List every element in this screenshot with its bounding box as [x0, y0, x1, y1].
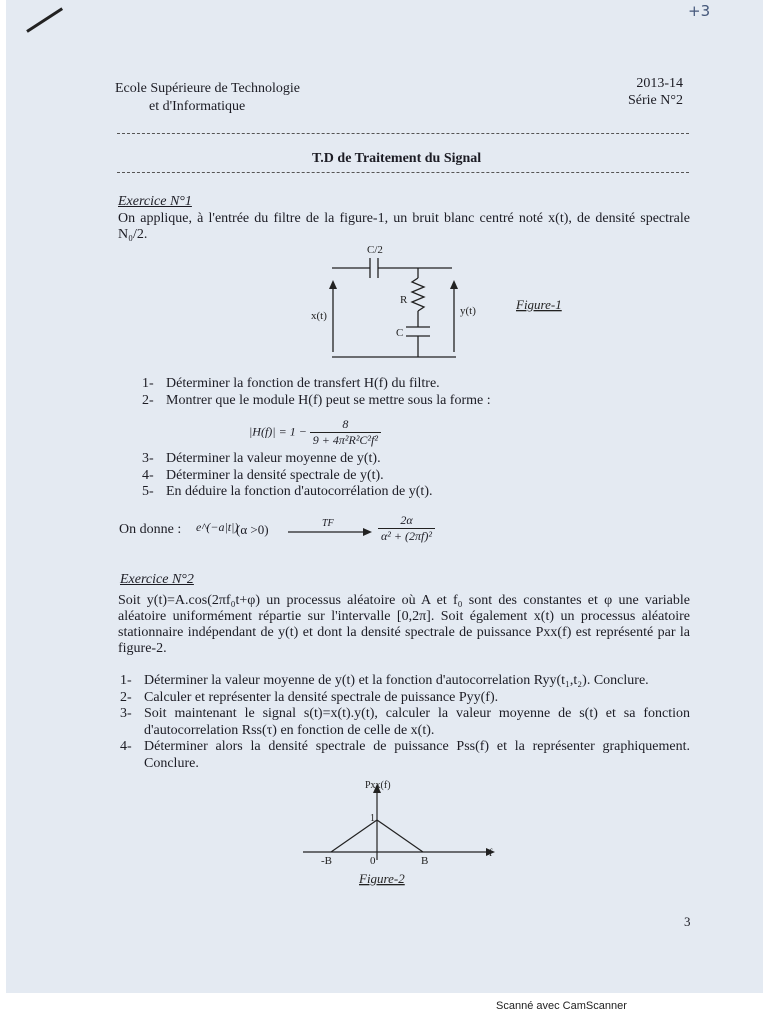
input-label: x(t) — [311, 310, 327, 322]
divider-top — [117, 133, 689, 134]
formula-numerator: 8 — [310, 417, 381, 433]
formula-lhs: |H(f)| = 1 − — [249, 424, 307, 439]
serie-number: Série N°2 — [628, 93, 683, 108]
divider-bottom — [117, 172, 689, 173]
figure-2-ylabel: Pxx(f) — [365, 780, 391, 791]
minus-b-label: -B — [321, 855, 332, 867]
question-2-4: 4- Déterminer alors la densité spectrale de puissance Pss(f) et la représenter graphiquement. Conclure. — [120, 739, 690, 771]
question-2-3: 3- Soit maintenant le signal s(t)=x(t).y(t), calculer la valeur moyenne de s(t) et sa fonction d'autocorrelation Rss(τ) en fonction de celle de x(t). — [120, 706, 690, 738]
question-1-1: 1- Déterminer la fonction de transfert H(f) du filtre. — [142, 376, 440, 391]
given-fraction — [378, 513, 435, 544]
academic-year: 2013-14 — [636, 76, 683, 91]
question-1-2: 2- Montrer que le module H(f) peut se mettre sous la forme : — [142, 392, 491, 408]
exercise-2-intro: Soit y(t)=A.cos(2πf₀t+φ) un processus aléatoire où A et f₀ sont des constantes et φ une variable aléatoire uniformément répartie sur l'intervalle [0,2π]. Soit également x(t) un processus aléatoire stationnaire indépendant de y(t) et dont la densité spectrale de puissance Pxx(f) est représenté par la figure-2. — [118, 593, 690, 656]
page-number: 3 — [684, 914, 691, 929]
formula-fraction — [310, 417, 381, 448]
output-label: y(t) — [460, 305, 476, 317]
year-block — [628, 75, 683, 109]
school-name — [115, 80, 300, 116]
given-expression: e^(−a|t|) — [196, 520, 239, 534]
output-arrow-head — [450, 280, 458, 289]
question-2-1: 1- Déterminer la valeur moyenne de y(t) et la fonction d'autocorrelation Ryy(t₁,t₂). Conclure. — [120, 673, 649, 688]
question-2-2: 2- Calculer et représenter la densité spectrale de puissance Pyy(f). — [120, 689, 499, 705]
given-denominator: α² + (2πf)² — [381, 529, 432, 543]
c-top-label: C/2 — [367, 244, 383, 256]
peak-label: 1 — [370, 813, 375, 824]
origin-label: 0 — [370, 855, 376, 867]
transfer-formula — [249, 417, 381, 448]
b-label: B — [421, 855, 429, 867]
exercise-2-questions — [120, 673, 690, 772]
exercise-1-heading: Exercice N°1 — [118, 194, 192, 209]
given-numerator: 2α — [378, 513, 435, 529]
page-title: T.D de Traitement du Signal — [312, 151, 482, 166]
figure-2-caption: Figure-2 — [359, 871, 405, 886]
tf-label: TF — [322, 518, 334, 529]
given-label: On donne : — [119, 522, 182, 537]
question-1-4: 4- Déterminer la densité spectrale de y(t). — [142, 467, 384, 483]
spectrum-figure-2 — [295, 772, 505, 890]
scanner-footer: Scanné avec CamScanner — [496, 1000, 627, 1012]
exercise-1-questions-a — [142, 376, 702, 409]
school-line-2: et d'Informatique — [149, 99, 246, 114]
f-label: f — [489, 848, 493, 859]
question-1-5: 5- En déduire la fonction d'autocorrélation de y(t). — [142, 484, 433, 499]
figure-1-caption: Figure-1 — [516, 297, 562, 312]
exercise-1-intro: On applique, à l'entrée du filtre de la figure-1, un bruit blanc centré noté x(t), de densité spectrale N₀/2. — [118, 211, 690, 242]
formula-denominator: 9 + 4π²R²C²f² — [312, 433, 378, 447]
corner-mark: +3 — [688, 2, 711, 20]
exercise-1-questions-b — [142, 451, 702, 501]
r-label: R — [400, 294, 408, 306]
question-1-3: 3- Déterminer la valeur moyenne de y(t). — [142, 451, 381, 466]
circuit-figure-1 — [300, 240, 600, 365]
c-bottom-label: C — [396, 327, 404, 339]
tf-arrow — [288, 527, 372, 537]
resistor — [412, 278, 424, 311]
input-arrow-head — [329, 280, 337, 289]
school-line-1: Ecole Supérieure de Technologie — [115, 81, 300, 96]
exercise-2-heading: Exercice N°2 — [120, 572, 194, 587]
given-condition: (α >0) — [236, 522, 269, 537]
